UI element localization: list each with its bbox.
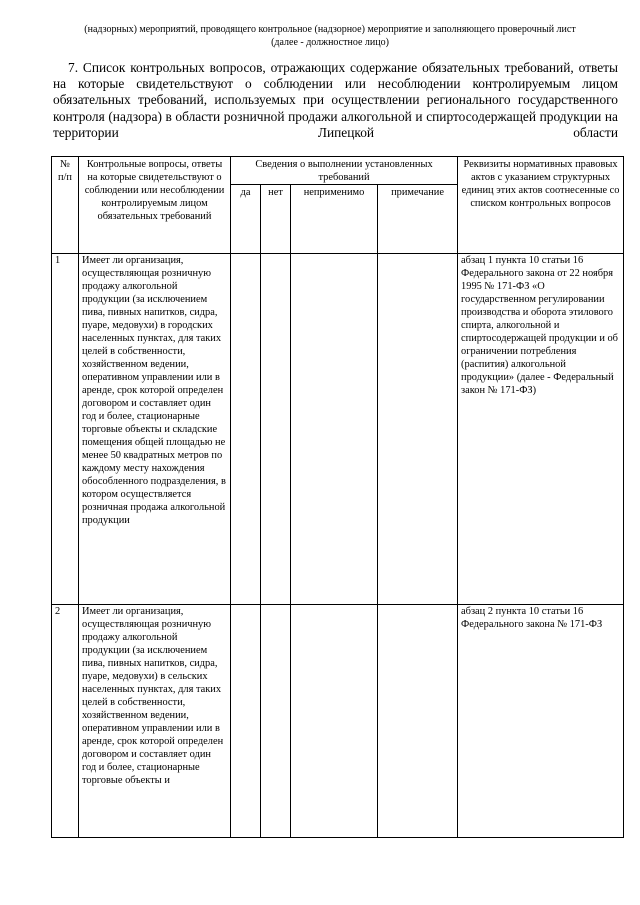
row-reference: абзац 2 пункта 10 статьи 16 Федерального закона № 171-ФЗ [458,605,624,838]
header-note-line-1: (надзорных) мероприятий, проводящего контрольное (надзорное) мероприятие и заполняющего проверочный лист [84,24,576,35]
header-note-line-2: (далее - должностное лицо) [271,37,389,48]
section-title: 7. Список контрольных вопросов, отражающих содержание обязательных требований, ответы на которые свидетельствуют о соблюдении или несоблюдении контролируемым лицом обязательных требований, используемых при осуществлении регионального государственного контроля (надзора) в области розничной продажи алкогольной и спиртосодержащей продукции на территории Липецкой области [53,60,618,140]
row-reference: абзац 1 пункта 10 статьи 16 Федерального закона от 22 ноября 1995 № 171-ФЗ «О государственном регулировании производства и оборота этилового спирта, алкогольной и спиртосодержащей продукции и об ограничении потребления (распития) алкогольной продукции» (далее - Федеральный закон № 171-ФЗ) [458,254,624,605]
row-cell-no[interactable] [261,605,291,838]
row-number: 2 [52,605,79,838]
col-header-info-group: Сведения о выполнении установленных требований [231,157,458,185]
row-cell-note[interactable] [378,254,458,605]
row-number: 1 [52,254,79,605]
checklist-table [51,156,624,838]
row-cell-not-applicable[interactable] [291,254,378,605]
row-cell-no[interactable] [261,254,291,605]
row-cell-yes[interactable] [231,254,261,605]
table-row [52,605,624,838]
col-header-not-applicable: неприменимо [291,185,378,254]
table-header-row [52,157,624,185]
col-header-note: примечание [378,185,458,254]
col-header-question: Контрольные вопросы, ответы на которые свидетельствуют о соблюдении или несоблюдении контролируемым лицом обязательных требований [79,157,231,254]
header-note [60,23,600,49]
col-header-requisites: Реквизиты нормативных правовых актов с указанием структурных единиц этих актов соотнесенные со списком контрольных вопросов [458,157,624,254]
row-question: Имеет ли организация, осуществляющая розничную продажу алкогольной продукции (за исключением пива, пивных напитков, сидра, пуаре, медовухи) в сельских населенных пунктах, для таких целей в собственности, хозяйственном ведении, оперативном управлении или в аренде, срок которой определен договором и составляет один год и более, стационарные торговые объекты и [79,605,231,838]
row-cell-yes[interactable] [231,605,261,838]
col-header-yes: да [231,185,261,254]
row-cell-note[interactable] [378,605,458,838]
col-header-number: № п/п [52,157,79,254]
table-row [52,254,624,605]
col-header-no: нет [261,185,291,254]
row-question: Имеет ли организация, осуществляющая розничную продажу алкогольной продукции (за исключением пива, пивных напитков, сидра, пуаре, медовухи) в городских населенных пунктах, для таких целей в собственности, хозяйственном ведении, оперативном управлении или в аренде, срок которой определен договором и составляет один год и более, стационарные торговые объекты и складские помещения общей площадью не менее 50 квадратных метров по каждому месту нахождения обособленного подразделения, в котором осуществляется розничная продажа алкогольной продукции [79,254,231,605]
row-cell-not-applicable[interactable] [291,605,378,838]
